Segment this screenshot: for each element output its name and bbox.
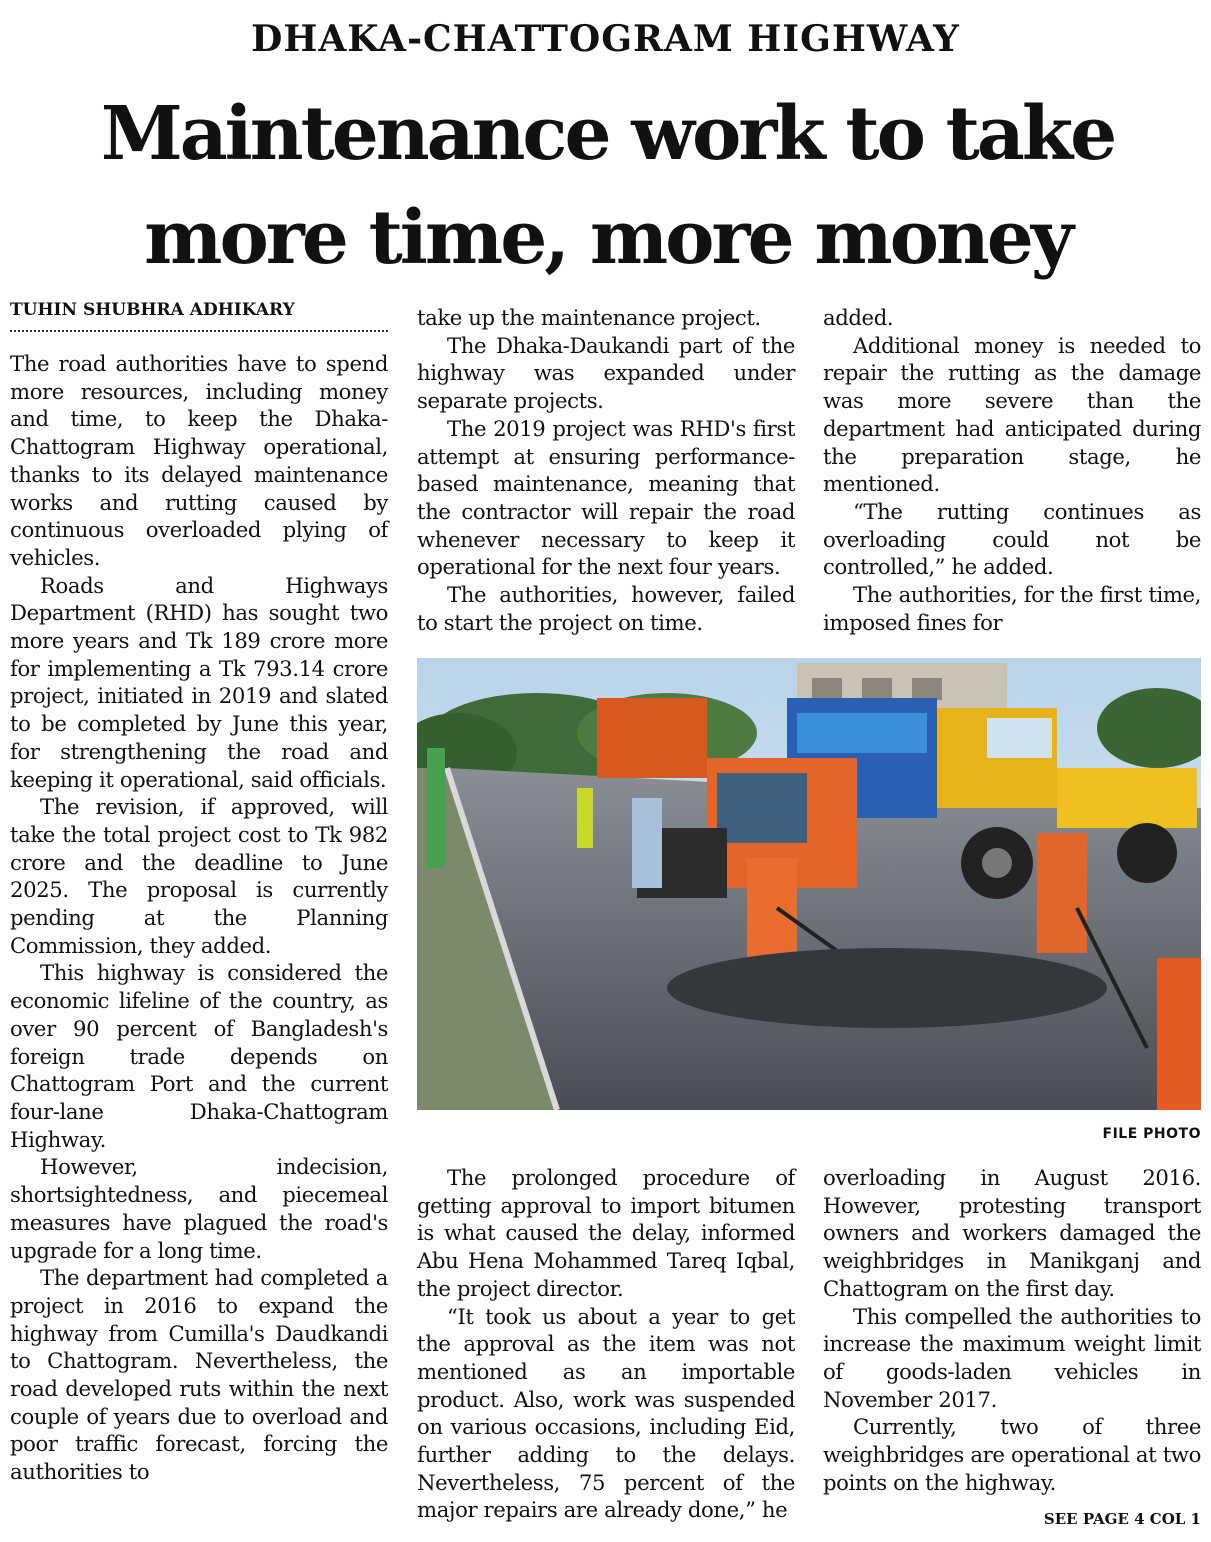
article-column-1 xyxy=(10,350,388,1486)
paragraph: The Dhaka-Daukandi part of the highway was expanded under separate projects. xyxy=(417,332,795,414)
paragraph: The revision, if approved, will take the total project cost to Tk 982 crore and the deadline to June 2025. The proposal is currently pending at the Planning Commission, they added. xyxy=(10,794,388,958)
paragraph: This compelled the authorities to increase the maximum weight limit of goods-laden vehicles in November 2017. xyxy=(823,1303,1201,1412)
kicker: DHAKA-CHATTOGRAM HIGHWAY xyxy=(251,18,960,60)
article-column-3-top xyxy=(823,304,1201,636)
paragraph: The 2019 project was RHD's first attempt at ensuring performance-based maintenance, meaning that the contractor will repair the road whenever necessary to keep it operational for the next four years. xyxy=(417,415,795,580)
paragraph: “The rutting continues as overloading could not be controlled,” he added. xyxy=(823,498,1201,580)
paragraph: overloading in August 2016. However, protesting transport owners and workers damaged the weighbridges in Manikganj and Chattogram on the first day. xyxy=(823,1165,1201,1301)
paragraph: However, indecision, shortsightedness, and piecemeal measures have plagued the road's upgrade for a long time. xyxy=(10,1154,388,1263)
paragraph: Additional money is needed to repair the rutting as the damage was more severe than the department had anticipated during the preparation stage, he mentioned. xyxy=(823,332,1201,497)
paragraph: take up the maintenance project. xyxy=(417,305,761,330)
headline xyxy=(10,82,1205,290)
paragraph: The road authorities have to spend more resources, including money and time, to keep the Dhaka-Chattogram Highway operational, thanks to its delayed maintenance works and rutting caused by continuous overloaded plying of vehicles. xyxy=(10,351,388,570)
paragraph: The department had completed a project in 2016 to expand the highway from Cumilla's Daudkandi to Chattogram. Nevertheless, the road developed ruts within the next couple of years due to overload and poor traffic forecast, forcing the authorities to xyxy=(10,1265,388,1485)
paragraph: The prolonged procedure of getting approval to import bitumen is what caused the delay, informed Abu Hena Mohammed Tareq Iqbal, the project director. xyxy=(417,1165,795,1301)
article-column-2-bottom xyxy=(417,1164,795,1524)
headline-line-1: Maintenance work to take xyxy=(100,91,1115,177)
paragraph: Roads and Highways Department (RHD) has sought two more years and Tk 189 crore more for implementing a Tk 793.14 crore project, initiated in 2019 and slated to be completed by June this year, for strengthening the road and keeping it operational, said officials. xyxy=(10,572,388,792)
paragraph: “It took us about a year to get the approval as the item was not mentioned as an importable product. Also, work was suspended on various occasions, including Eid, further adding to the delays. Nevertheless, 75 percent of the major repairs are already done,” he xyxy=(417,1303,795,1523)
continued-jump-line: SEE PAGE 4 COL 1 xyxy=(1043,1510,1201,1528)
byline: TUHIN SHUBHRA ADHIKARY xyxy=(10,300,388,332)
paragraph: added. xyxy=(823,305,894,330)
paragraph: Currently, two of three weighbridges are operational at two points on the highway. xyxy=(823,1414,1201,1495)
paragraph: The authorities, for the first time, imposed fines for xyxy=(823,582,1201,635)
article-column-3-bottom xyxy=(823,1164,1201,1496)
article-column-2-top xyxy=(417,304,795,636)
photo-credit: FILE PHOTO xyxy=(1102,1126,1201,1142)
news-photo xyxy=(417,658,1201,1110)
paragraph: This highway is considered the economic lifeline of the country, as over 90 percent of Bangladesh's foreign trade depends on Chattogram Port and the current four-lane Dhaka-Chattogram Highway. xyxy=(10,960,388,1152)
paragraph: The authorities, however, failed to start the project on time. xyxy=(417,582,795,635)
headline-line-2: more time, more money xyxy=(144,195,1071,281)
